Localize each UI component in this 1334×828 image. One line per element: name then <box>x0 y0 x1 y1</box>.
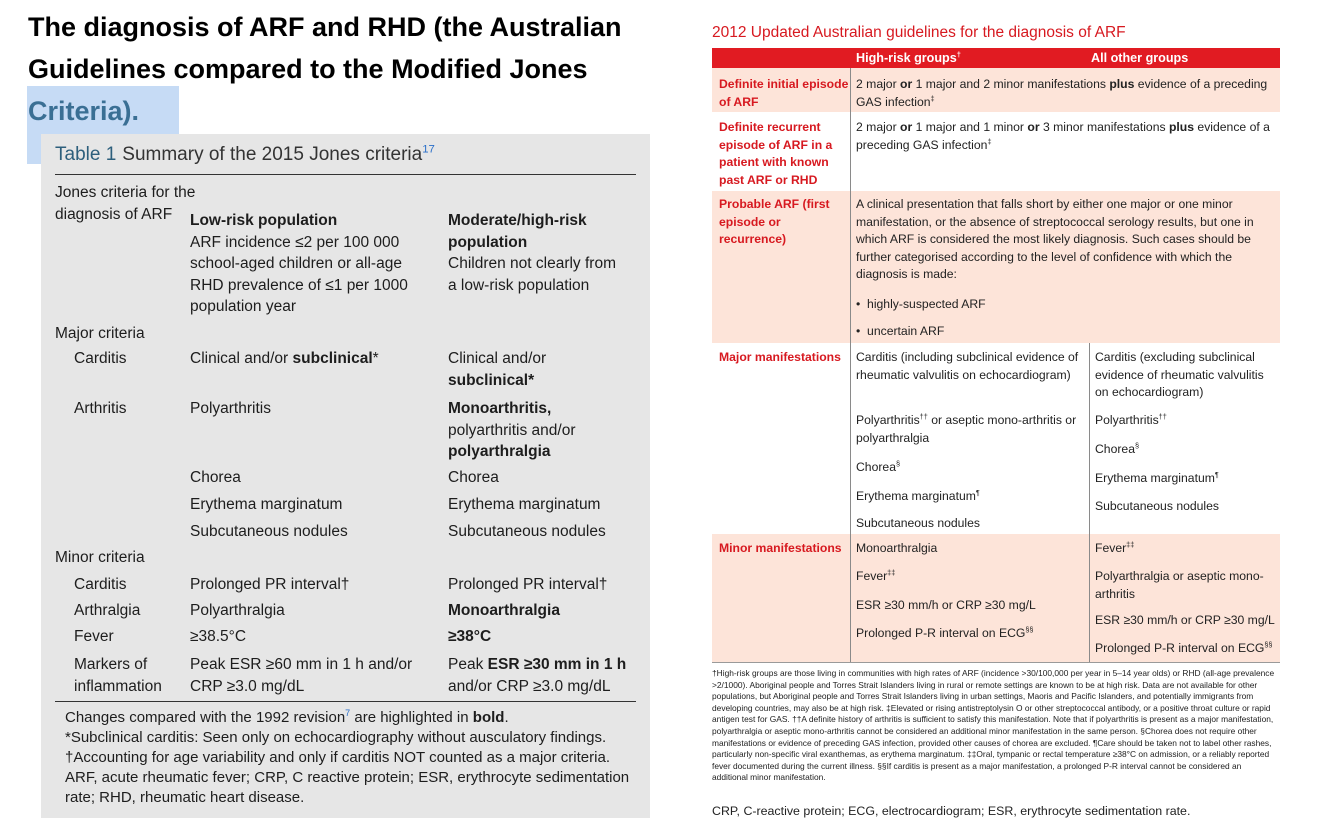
row-minor-label: Minor manifestations <box>719 541 842 555</box>
heading-line-1: The diagnosis of ARF and RHD (the Australian <box>28 12 622 42</box>
au-col-divider-1 <box>850 68 851 662</box>
minor-other-2: Polyarthralgia or aseptic mono-arthritis <box>1095 569 1264 601</box>
major-carditis-mod-c: * <box>528 371 535 389</box>
major-other-erythema-text: Erythema marginatum <box>1095 471 1215 485</box>
recurrent-t2: or <box>900 120 913 134</box>
major-carditis-low-c: * <box>372 350 379 367</box>
initial-t3: 1 major and 2 minor manifestations <box>912 77 1110 91</box>
changes-note-bold: bold <box>472 709 505 726</box>
au-bottom-rule <box>712 662 1280 663</box>
major-arthritis-mod <box>448 398 643 463</box>
low-risk-title: Low-risk population <box>190 212 338 229</box>
initial-t2: or <box>900 77 913 91</box>
recurrent-sup: ‡ <box>987 136 992 146</box>
table1-changes-note <box>65 708 640 728</box>
major-nodules-low: Subcutaneous nodules <box>190 523 348 540</box>
row-probable-text: A clinical presentation that falls short by either one major or one minor manifestation, or the absence of streptococcal serology results, but one in which ARF is considered the most likely diagnosis. Such cases should be further categorised according to the level of confidence with which the diagnosis is made: <box>856 197 1254 281</box>
minor-other-1 <box>1095 540 1134 558</box>
minor-fever-label: Fever <box>74 628 114 645</box>
table1-top-rule <box>55 174 636 175</box>
row-minor <box>712 534 1280 662</box>
minor-other-3: ESR ≥30 mm/h or CRP ≥30 mg/L <box>1095 613 1275 627</box>
minor-fever-low: ≥38.5°C <box>190 628 247 645</box>
minor-arthralgia-mod: Monoarthralgia <box>448 602 560 619</box>
table1-ref: 17 <box>422 143 435 156</box>
minor-carditis-label: Carditis <box>74 576 127 593</box>
major-high-erythema <box>856 488 980 506</box>
major-other-chorea-sup: § <box>1134 440 1140 450</box>
major-carditis-low <box>190 348 430 370</box>
major-arthritis-mod-2: polyarthritis and/or <box>448 421 576 439</box>
minor-high-2-sup: ‡‡ <box>887 567 896 577</box>
initial-t1: 2 major <box>856 77 901 91</box>
minor-other-1-text: Fever <box>1095 541 1127 555</box>
probable-bullet-2-text: uncertain ARF <box>867 324 945 338</box>
mod-risk-desc-1: Children not clearly from <box>448 255 616 272</box>
minor-markers-mod-a: Peak <box>448 656 488 673</box>
minor-arthralgia-label: Arthralgia <box>74 602 141 619</box>
minor-markers-mod <box>448 654 643 697</box>
minor-high-3: ESR ≥30 mm/h or CRP ≥30 mg/L <box>856 598 1036 612</box>
minor-markers-low-1: Peak ESR ≥60 mm in 1 h and/or <box>190 656 413 673</box>
major-high-chorea-text: Chorea <box>856 460 896 474</box>
low-risk-header <box>190 210 430 318</box>
minor-markers-mod-c: and/or CRP ≥3.0 mg/dL <box>448 677 611 695</box>
major-other-carditis: Carditis (excluding subclinical evidence of rheumatic valvulitis on echocardiogram) <box>1095 350 1264 399</box>
minor-markers-label-1: Markers of <box>74 656 148 673</box>
probable-bullet-2: • uncertain ARF <box>856 324 945 338</box>
minor-fever-mod: ≥38°C <box>448 628 492 645</box>
row-definite-initial <box>712 68 1280 112</box>
major-carditis-low-b: subclinical <box>292 350 373 367</box>
minor-markers-mod-b: ESR ≥30 mm in 1 h <box>487 656 627 673</box>
australian-guidelines-table <box>712 22 1284 822</box>
major-erythema-low: Erythema marginatum <box>190 496 343 513</box>
minor-carditis-mod: Prolonged PR interval† <box>448 576 608 593</box>
major-high-chorea <box>856 459 900 477</box>
initial-t5: evidence of a preceding GAS infection <box>856 77 1268 109</box>
row-initial-text <box>856 76 1274 111</box>
major-high-nodules: Subcutaneous nodules <box>856 516 981 530</box>
col-other-header: All other groups <box>1091 51 1189 65</box>
row-recurrent-text <box>856 119 1274 154</box>
minor-high-4 <box>856 625 1034 643</box>
changes-note-end: . <box>504 709 509 726</box>
col-high-risk-text: High-risk groups <box>856 51 957 65</box>
minor-high-2 <box>856 568 895 586</box>
minor-other-4-text: Prolonged P-R interval on ECG <box>1095 641 1265 655</box>
major-carditis-mod-b: subclinical <box>448 371 529 389</box>
major-arthritis-low: Polyarthritis <box>190 400 271 417</box>
major-other-nodules: Subcutaneous nodules <box>1095 499 1220 513</box>
dagger-note: †Accounting for age variability and only if carditis NOT counted as a major criteria. <box>65 749 610 766</box>
minor-high-2-text: Fever <box>856 569 888 583</box>
major-chorea-mod: Chorea <box>448 469 499 486</box>
row-recurrent-label: Definite recurrent episode of ARF in a patient with known past ARF or RHD <box>719 120 833 187</box>
major-criteria-label: Major criteria <box>55 325 145 342</box>
col-high-risk-sup: † <box>956 49 961 59</box>
heading-line-3: Criteria). <box>28 96 140 126</box>
mod-risk-desc-2: a low-risk population <box>448 276 590 294</box>
mod-risk-title-1: Moderate/high-risk <box>448 212 587 229</box>
initial-sup: ‡ <box>930 93 935 103</box>
recurrent-t1: 2 major <box>856 120 901 134</box>
heading-line-2: Guidelines compared to the Modified Jones <box>28 54 588 84</box>
recurrent-t5: 3 minor manifestations <box>1039 120 1169 134</box>
table1-title-text: Summary of the 2015 Jones criteria <box>122 144 423 165</box>
major-high-erythema-sup: ¶ <box>975 487 980 497</box>
jones-criteria-table <box>41 134 650 818</box>
changes-note-b: are highlighted in <box>350 709 473 726</box>
mod-risk-header <box>448 210 643 296</box>
minor-markers-label-2: inflammation <box>74 677 162 695</box>
major-erythema-mod: Erythema marginatum <box>448 496 601 513</box>
major-high-chorea-sup: § <box>895 458 901 468</box>
row-major-label: Major manifestations <box>719 350 841 364</box>
col-high-risk-header <box>856 51 961 65</box>
minor-markers-low <box>190 654 430 697</box>
recurrent-t3: 1 major and 1 minor <box>912 120 1028 134</box>
major-other-erythema <box>1095 470 1219 488</box>
major-high-carditis: Carditis (including subclinical evidence of rheumatic valvulitis on echocardiogram) <box>856 350 1079 382</box>
major-arthritis-label: Arthritis <box>74 400 127 417</box>
au-table-title: 2012 Updated Australian guidelines for the diagnosis of ARF <box>712 24 1126 41</box>
au-col-divider-2 <box>1089 343 1090 662</box>
row-definite-recurrent <box>712 112 1280 191</box>
major-other-arthritis <box>1095 412 1167 430</box>
major-high-arth-a: Polyarthritis <box>856 413 920 427</box>
changes-note-a: Changes compared with the 1992 revision <box>65 709 346 726</box>
row-probable <box>712 191 1280 343</box>
row-initial-label: Definite initial episode of ARF <box>719 77 849 109</box>
recurrent-t7: evidence of a preceding GAS infection <box>856 120 1270 152</box>
major-carditis-low-a: Clinical and/or <box>190 350 293 367</box>
major-other-arth-text: Polyarthritis <box>1095 413 1159 427</box>
minor-arthralgia-low: Polyarthralgia <box>190 602 285 619</box>
minor-high-4-sup: §§ <box>1025 624 1034 634</box>
table1-bottom-rule <box>55 701 636 702</box>
major-other-erythema-sup: ¶ <box>1214 469 1219 479</box>
recurrent-t6: plus <box>1168 120 1195 134</box>
minor-other-1-sup: ‡‡ <box>1126 539 1135 549</box>
major-high-erythema-text: Erythema marginatum <box>856 489 976 503</box>
major-other-chorea-text: Chorea <box>1095 442 1135 456</box>
table1-label: Table 1 <box>55 144 117 165</box>
au-header-row <box>712 48 1280 68</box>
low-risk-desc-1: ARF incidence ≤2 per 100 000 <box>190 233 400 251</box>
minor-criteria-label: Minor criteria <box>55 549 145 566</box>
major-chorea-low: Chorea <box>190 469 241 486</box>
major-arthritis-mod-1: Monoarthritis, <box>448 400 552 417</box>
table1-footnotes <box>65 708 640 808</box>
minor-high-4-text: Prolonged P-R interval on ECG <box>856 626 1026 640</box>
table1-section-label: Jones criteria for the diagnosis of ARF <box>55 184 196 223</box>
changes-note-ref: 7 <box>345 708 351 718</box>
major-high-arth-sup: †† <box>919 411 928 421</box>
au-abbreviations: CRP, C-reactive protein; ECG, electrocardiogram; ESR, erythrocyte sedimentation rate. <box>712 804 1191 818</box>
mod-risk-title-2: population <box>448 233 528 251</box>
initial-t4: plus <box>1109 77 1135 91</box>
low-risk-desc-2: school-aged children or all-age <box>190 255 402 272</box>
probable-bullet-1-text: highly-suspected ARF <box>867 297 986 311</box>
au-footnotes: †High-risk groups are those living in communities with high rates of ARF (incidence >30/100,000 per year in 5–14 year olds) or RHD (all-age prevalence >2/1000). Aboriginal people and Torres Strait Islanders living in rural or remote settings are known to be at high risk. Data are not available for other populations, but Aboriginal people and Torres Strait Islanders living in urban settings, Maoris and Pacific Islanders, and potentially immigrants from developing countries, may also be at high risk. ‡Elevated or rising antistreptolysin O or other streptococcal antibody, or a positive throat culture or rapid antigen test for GAS. ††A definite history of arthritis is sufficient to satisfy this manifestation. Note that if polyarthritis is present as a major manifestation, polyarthralgia or aseptic mono-arthritis cannot be considered an additional minor manifestation in the same person. §Chorea does not require other manifestations or evidence of preceding GAS infection, provided other causes of chorea are excluded. ¶Care should be taken not to label other rashes, particularly non-specific viral exanthemas, as erythema marginatum. ‡‡Oral, tympanic or rectal temperature ≥38°C on admission, or a reliably reported fever documented during the current illness. §§If carditis is present as a major manifestation, a prolonged P-R interval cannot be considered an additional minor manifestation. <box>712 668 1275 783</box>
abbreviations-note: ARF, acute rheumatic fever; CRP, C reactive protein; ESR, erythrocyte sedimentation rate; RHD, rheumatic heart disease. <box>65 769 630 806</box>
page-heading <box>28 6 688 132</box>
minor-carditis-low: Prolonged PR interval† <box>190 576 350 593</box>
major-carditis-mod <box>448 348 643 391</box>
recurrent-t4: or <box>1027 120 1040 134</box>
major-arthritis-mod-3: polyarthralgia <box>448 443 551 460</box>
minor-other-4-sup: §§ <box>1264 639 1273 649</box>
minor-markers-low-2: CRP ≥3.0 mg/dL <box>190 677 305 695</box>
row-major <box>712 343 1280 534</box>
major-carditis-label: Carditis <box>74 350 127 367</box>
row-probable-label: Probable ARF (first episode or recurrence) <box>719 197 830 246</box>
minor-other-4 <box>1095 640 1273 658</box>
major-other-chorea <box>1095 441 1139 459</box>
major-carditis-mod-a: Clinical and/or <box>448 350 547 367</box>
major-high-arthritis <box>856 412 1081 447</box>
probable-bullet-1: • highly-suspected ARF <box>856 297 986 311</box>
low-risk-desc-4: population year <box>190 298 296 315</box>
minor-high-1: Monoarthralgia <box>856 541 938 555</box>
major-high-arth-rest: or aseptic mono-arthritis or polyarthralgia <box>856 413 1077 445</box>
table1-title <box>55 144 435 166</box>
low-risk-desc-3: RHD prevalence of ≤1 per 1000 <box>190 276 408 294</box>
major-other-arth-sup: †† <box>1158 411 1167 421</box>
subclinical-note: *Subclinical carditis: Seen only on echocardiography without ausculatory findings. <box>65 729 607 746</box>
major-nodules-mod: Subcutaneous nodules <box>448 523 606 540</box>
